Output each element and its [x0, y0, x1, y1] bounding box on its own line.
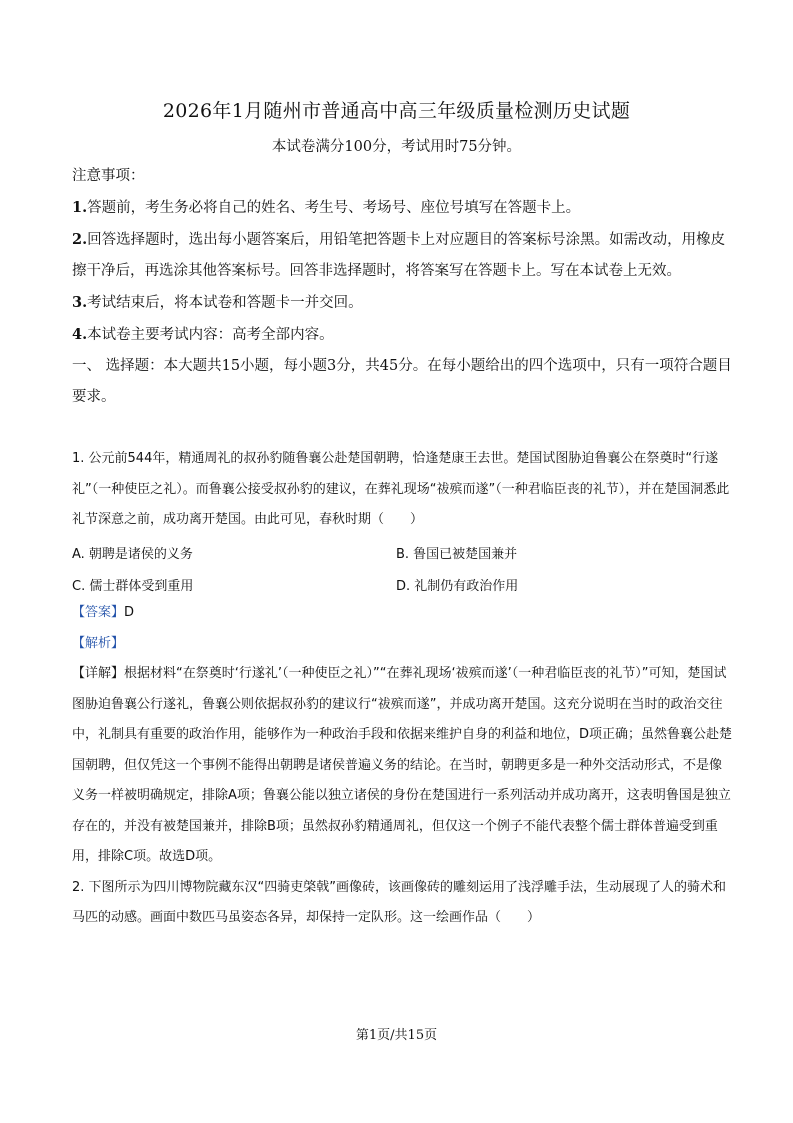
- answer-line: [72, 598, 732, 629]
- answer-value: D: [124, 605, 135, 620]
- option-d: D. 礼制仍有政治作用: [396, 579, 519, 594]
- notice-section: [72, 161, 732, 413]
- notice-item: 4.本试卷主要考试内容：高考全部内容。: [72, 326, 334, 343]
- exam-info: 本试卷满分100分，考试用时75分钟。: [271, 139, 522, 155]
- option-a: A. 朝聘是诸侯的义务: [72, 547, 193, 562]
- question-text: 1. 公元前544年，精通周礼的叔孙豹随鲁襄公赴楚国朝聘，恰逢楚康王去世。楚国试图胁迫鲁襄公在祭奠时“行遂礼”（一种使臣之礼）。而鲁襄公接受叔孙豹的建议，在葬礼现场“祓殡而遂”（一种君临臣丧的礼节），并在楚国洞悉此礼节深意之前，成功离开楚国。由此可见，春秋时期（ ）: [72, 451, 730, 527]
- detail-text: 【详解】根据材料“在祭奠时‘行遂礼’（一种使臣之礼）”“在葬礼现场‘祓殡而遂’（一种君临臣丧的礼节）”可知，楚国试图胁迫鲁襄公行遂礼，鲁襄公则依据叔孙豹的建议行“祓殡而遂”，并成功离开楚国。这充分说明在当时的政治交往中，礼制具有重要的政治作用，能够作为一种政治手段和依据来维护自身的利益和地位，D项正确；虽然鲁襄公赴楚国朝聘，但仅凭这一个事例不能得出朝聘是诸侯普遍义务的结论。在当时，朝聘更多是一种外交活动形式，不是像义务一样被明确规定，排除A项；鲁襄公能以独立诸侯的身份在楚国进行一系列活动并成功离开，这表明鲁国是独立存在的，并没有被楚国兼并，排除B项；虽然叔孙豹精通周礼，但仅这一个例子不能代表整个儒士群体普遍受到重用，排除C项。故选D项。: [72, 666, 733, 864]
- option-c: C. 儒士群体受到重用: [72, 579, 194, 594]
- detail-tag: 【详解】: [72, 666, 125, 681]
- notice-heading: 注意事项：: [72, 168, 145, 184]
- section-heading: 一、 选择题：本大题共15小题，每小题3分，共45分。在每小题给出的四个选项中，只有一项符合题目要求。: [72, 358, 732, 405]
- page-footer: 第1页/共15页: [355, 1028, 438, 1043]
- answer-tag: 【答案】: [72, 605, 125, 620]
- option-b: B. 鲁国已被楚国兼并: [396, 547, 518, 562]
- notice-item: 2.回答选择题时，选出每小题答案后，用铅笔把答题卡上对应题目的答案标号涂黑。如需改动，用橡皮擦干净后，再选涂其他答案标号。回答非选择题时，将答案写在答题卡上。写在本试卷上无效。: [72, 231, 726, 279]
- question-2-stem: 2. 下图所示为四川博物院藏东汉“四骑吏棨戟”画像砖，该画像砖的雕刻运用了浅浮雕手法，生动展现了人的骑术和马匹的动感。画面中数匹马虽姿态各异，却保持一定队形。这一绘画作品（ ）: [72, 879, 727, 925]
- analysis-tag: 【解析】: [72, 635, 125, 651]
- answer-section: [72, 598, 732, 934]
- page-title: 2026年1月随州市普通高中高三年级质量检测历史试题: [162, 100, 631, 122]
- analysis-line: [72, 629, 732, 660]
- notice-item: 1.答题前，考生务必将自己的姓名、考生号、考场号、座位号填写在答题卡上。: [72, 199, 581, 216]
- question-1-stem: [72, 444, 732, 536]
- notice-item: 3.考试结束后，将本试卷和答题卡一并交回。: [72, 294, 363, 311]
